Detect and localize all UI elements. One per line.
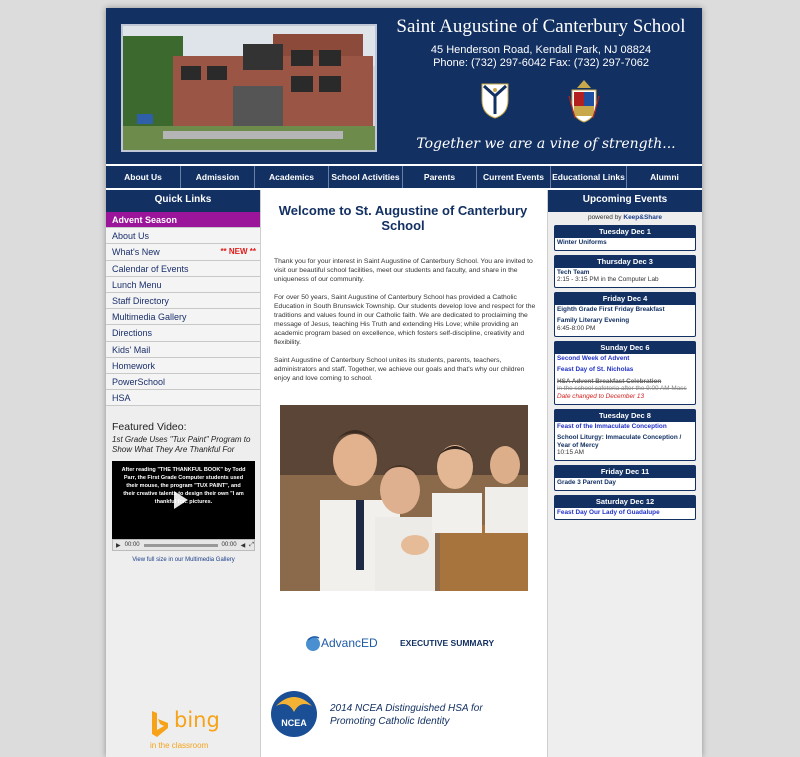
event-detail: 2:15 - 3:15 PM in the Computer Lab <box>557 276 659 284</box>
ncea-logo-text: NCEA <box>281 718 307 728</box>
event-item[interactable] <box>555 238 695 250</box>
keep-and-share-link[interactable]: Keep&Share <box>623 214 663 221</box>
event-title: Second Week of Advent <box>557 354 630 362</box>
event-item[interactable] <box>555 433 695 460</box>
event-detail: in the school cafeteria after the 9:00 AM Mass <box>557 385 687 393</box>
event-item[interactable] <box>555 354 695 366</box>
nav-current-events[interactable]: Current Events <box>477 166 551 188</box>
school-address <box>401 44 681 70</box>
video-current-time: 00:00 <box>124 542 140 548</box>
header-banner <box>106 8 702 164</box>
event-day-date: Tuesday Dec 8 <box>555 410 695 422</box>
quick-link-homework[interactable]: Homework <box>106 358 260 374</box>
event-title: Feast Day of St. Nicholas <box>557 366 634 374</box>
event-day-date: Friday Dec 4 <box>555 293 695 305</box>
event-item[interactable] <box>555 422 695 434</box>
event-day <box>554 409 696 461</box>
featured-video-caption: 1st Grade Uses "Tux Paint" Program to Show What They Are Thankful For <box>112 435 251 455</box>
event-title: Eighth Grade First Friday Breakfast <box>557 305 665 313</box>
volume-icon[interactable]: ◀ <box>240 542 246 549</box>
welcome-paragraph: Thank you for your interest in Saint Augustine of Canterbury School. You are invited to visit our beautiful school facilities, meet our students and faculty, and share in the uniqueness of our community. <box>274 258 533 283</box>
school-crest-icon <box>480 80 510 125</box>
play-icon[interactable] <box>174 491 188 509</box>
quick-link-directions[interactable]: Directions <box>106 325 260 341</box>
video-overlay-text: After reading "THE THANKFUL BOOK" by Todd Parr, the First Grade Computer students used their mouse, the program "TUX PAINT", and their creative talents to design their own "I am thankful for.. pictures. <box>121 467 246 505</box>
play-button-icon[interactable]: ▶ <box>116 542 121 549</box>
event-day-date: Sunday Dec 6 <box>555 342 695 354</box>
powered-by <box>548 214 702 221</box>
event-day <box>554 292 696 337</box>
event-day <box>554 225 696 251</box>
quick-link-multimedia-gallery[interactable]: Multimedia Gallery <box>106 309 260 325</box>
bing-in-the-classroom-logo[interactable] <box>146 708 236 748</box>
event-item[interactable] <box>555 377 695 404</box>
event-day <box>554 465 696 491</box>
featured-video-title: Featured Video: <box>112 421 187 434</box>
quick-link-staff-directory[interactable]: Staff Directory <box>106 293 260 309</box>
main-navigation <box>106 166 702 188</box>
event-day <box>554 255 696 288</box>
featured-video-player[interactable] <box>112 461 255 539</box>
event-title: Family Literary Evening <box>557 317 630 325</box>
quick-link-about-us[interactable]: About Us <box>106 228 260 244</box>
bing-word: bing <box>174 708 220 732</box>
phone-fax-line: Phone: (732) 297-6042 Fax: (732) 297-7062 <box>433 57 649 69</box>
event-day <box>554 495 696 521</box>
page <box>106 8 702 757</box>
event-day-date: Saturday Dec 12 <box>555 496 695 508</box>
community-paragraph: Saint Augustine of Canterbury School unites its students, parents, teachers, administrators and staff. Together, we achieve our goals and that's why our children enjoy and love coming to school. <box>274 357 525 382</box>
video-controls <box>112 539 255 551</box>
quick-link-whats-new[interactable] <box>106 244 260 260</box>
event-note: Date changed to December 13 <box>557 392 645 400</box>
quick-link-lunch-menu[interactable]: Lunch Menu <box>106 277 260 293</box>
welcome-heading: Welcome to St. Augustine of Canterbury School <box>278 203 528 233</box>
diocese-crest-icon <box>567 78 601 129</box>
upcoming-events-title: Upcoming Events <box>548 190 702 212</box>
fullscreen-icon[interactable]: ⤢ <box>249 541 254 548</box>
nav-academics[interactable]: Academics <box>255 166 329 188</box>
event-title: Feast Day Our Lady of Guadalupe <box>557 508 660 516</box>
event-day-date: Tuesday Dec 1 <box>555 226 695 238</box>
new-badge: ** NEW ** <box>220 247 256 257</box>
advanced-globe-icon <box>305 633 321 653</box>
school-building-photo <box>121 24 377 152</box>
quick-links-title: Quick Links <box>106 190 260 212</box>
event-item[interactable] <box>555 316 695 335</box>
quick-link-label: What's New <box>112 247 160 258</box>
event-day-date: Friday Dec 11 <box>555 466 695 478</box>
upcoming-events-panel <box>547 190 702 757</box>
event-title: Grade 3 Parent Day <box>557 478 616 486</box>
nav-educational-links[interactable]: Educational Links <box>551 166 627 188</box>
ncea-logo[interactable] <box>270 690 318 738</box>
event-title: HSA Advent Breakfast Celebration <box>557 377 662 385</box>
multimedia-gallery-link[interactable]: View full size in our Multimedia Gallery <box>132 557 235 563</box>
nav-about-us[interactable]: About Us <box>106 166 181 188</box>
quick-link-calendar[interactable]: Calendar of Events <box>106 261 260 277</box>
event-item[interactable] <box>555 478 695 490</box>
event-title: School Liturgy: Immaculate Conception / Year of Mercy <box>557 434 682 449</box>
school-motto: Together we are a vine of strength... <box>416 136 676 152</box>
event-item[interactable] <box>555 508 695 520</box>
main-content <box>262 190 546 757</box>
advanced-brand: AdvancED <box>321 636 378 650</box>
address-line: 45 Henderson Road, Kendall Park, NJ 08824 <box>430 44 652 56</box>
bing-logo-icon <box>150 710 170 738</box>
powered-by-label: powered by <box>587 214 624 221</box>
event-day-date: Thursday Dec 3 <box>555 256 695 268</box>
advanced-executive-summary-link[interactable] <box>305 633 505 653</box>
event-title: Winter Uniforms <box>557 239 607 246</box>
event-item[interactable] <box>555 305 695 317</box>
quick-link-kids-mail[interactable]: Kids' Mail <box>106 342 260 358</box>
quick-link-powerschool[interactable]: PowerSchool <box>106 374 260 390</box>
executive-summary-label: EXECUTIVE SUMMARY <box>400 638 495 648</box>
quick-link-advent-season[interactable]: Advent Season <box>106 212 260 228</box>
school-name: Saint Augustine of Canterbury School <box>396 16 686 37</box>
quick-link-hsa[interactable]: HSA <box>106 390 260 406</box>
event-detail: 6:45-8:00 PM <box>557 324 596 332</box>
event-title: Tech Team <box>557 268 590 276</box>
bing-subtitle: in the classroom <box>150 741 209 750</box>
ncea-award-text[interactable]: 2014 NCEA Distinguished HSA for Promoting Catholic Identity <box>330 703 483 727</box>
event-title: Feast of the Immaculate Conception <box>557 422 667 430</box>
event-day <box>554 341 696 405</box>
video-duration: 00:00 <box>221 542 237 548</box>
nav-parents[interactable]: Parents <box>403 166 477 188</box>
event-detail: 10:15 AM <box>557 449 585 457</box>
students-praying-photo <box>280 405 528 591</box>
event-item[interactable] <box>555 268 695 287</box>
nav-admission[interactable]: Admission <box>181 166 255 188</box>
quick-links-sidebar <box>106 190 261 757</box>
history-paragraph: For over 50 years, Saint Augustine of Canterbury School has provided a Catholic Education in South Brunswick Township. Our students develop love and respect for the traditions and values found in our Catholic faith. We are dedicated to proclaiming the message of Jesus, teaching His Truth and extending His Love; while providing an academic program based on excellence, which fosters self-discipline, creativity and flexibility. <box>274 294 536 346</box>
nav-alumni[interactable]: Alumni <box>650 172 679 182</box>
nav-school-activities[interactable]: School Activities <box>329 166 403 188</box>
event-item[interactable] <box>555 365 695 377</box>
video-progress-bar[interactable] <box>144 544 218 547</box>
